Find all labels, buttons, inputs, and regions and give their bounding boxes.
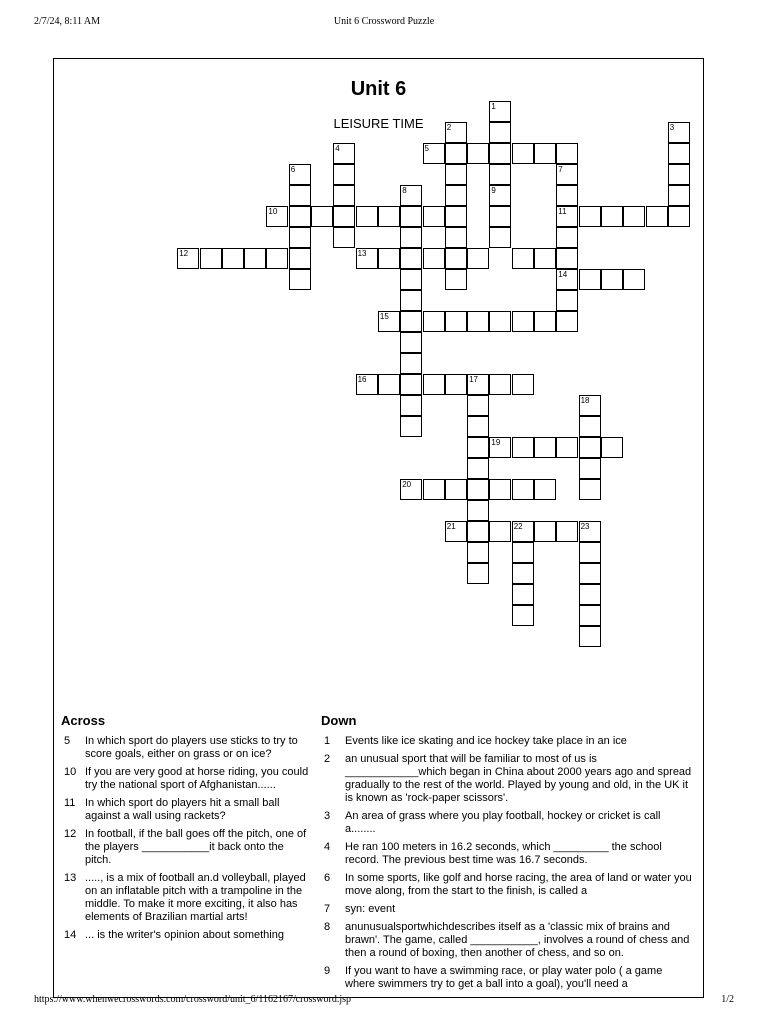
grid-cell[interactable] [400, 374, 422, 395]
grid-cell[interactable] [579, 626, 601, 647]
grid-cell[interactable] [579, 605, 601, 626]
grid-cell[interactable] [668, 206, 690, 227]
grid-cell[interactable] [333, 143, 355, 164]
grid-cell[interactable] [646, 206, 668, 227]
grid-cell[interactable] [467, 374, 489, 395]
across-clue-text: In football, if the ball goes off the pitch, one of the players ___________it back onto the pitch. [85, 828, 307, 866]
grid-cell[interactable] [489, 143, 511, 164]
across-clues [61, 713, 311, 947]
across-clue-text: ....., is a mix of football an.d volleyball, played on an inflatable pitch with a trampoline in the middle. To make it more exciting, it also has elements of Brazilian martial arts! [85, 872, 306, 923]
clue-number: 15 [379, 312, 389, 321]
grid-cell[interactable] [445, 206, 467, 227]
down-clue [321, 735, 693, 748]
clue-number: 12 [179, 249, 189, 258]
clue-number: 21 [446, 522, 456, 531]
grid-cell[interactable] [289, 206, 311, 227]
clue-number: 11 [558, 207, 567, 216]
grid-cell[interactable] [289, 269, 311, 290]
grid-cell[interactable] [445, 311, 467, 332]
grid-cell[interactable] [489, 521, 511, 542]
print-page-number: 1/2 [721, 994, 734, 1005]
grid-cell[interactable] [400, 332, 422, 353]
down-clue-list [321, 735, 693, 991]
grid-cell[interactable] [445, 143, 467, 164]
clue-number: 7 [558, 165, 563, 174]
across-clue-number: 12 [64, 828, 77, 840]
down-clues [321, 713, 693, 996]
grid-cell[interactable] [445, 227, 467, 248]
down-clue-text: syn: event [345, 903, 396, 915]
grid-cell[interactable] [356, 206, 378, 227]
down-clue-number: 3 [324, 810, 331, 822]
grid-cell[interactable] [556, 437, 578, 458]
grid-cell[interactable] [222, 248, 244, 269]
grid-cell[interactable] [333, 206, 355, 227]
grid-cell[interactable] [534, 143, 556, 164]
across-clue-list [61, 735, 311, 942]
grid-cell[interactable] [512, 248, 534, 269]
down-clue [321, 810, 693, 836]
clue-number: 22 [513, 522, 523, 531]
grid-cell[interactable] [668, 122, 690, 143]
grid-cell[interactable] [289, 227, 311, 248]
print-page-title: Unit 6 Crossword Puzzle [333, 16, 435, 27]
down-clue [321, 841, 693, 867]
grid-cell[interactable] [556, 185, 578, 206]
clue-number: 20 [402, 480, 412, 489]
grid-cell[interactable] [289, 185, 311, 206]
across-clue [61, 797, 311, 823]
across-clue-text: ... is the writer's opinion about something [85, 929, 284, 941]
down-clue [321, 965, 693, 991]
grid-cell[interactable] [579, 416, 601, 437]
grid-cell[interactable] [467, 479, 489, 500]
grid-cell[interactable] [489, 479, 511, 500]
grid-cell[interactable] [512, 584, 534, 605]
grid-cell[interactable] [512, 374, 534, 395]
grid-cell[interactable] [512, 605, 534, 626]
across-clue-text: In which sport do players use sticks to try to score goals, either on grass or on ice? [85, 735, 298, 760]
grid-cell[interactable] [467, 416, 489, 437]
grid-cell[interactable] [489, 185, 511, 206]
grid-cell[interactable] [400, 395, 422, 416]
clue-number: 16 [357, 375, 367, 384]
grid-cell[interactable] [489, 164, 511, 185]
across-clue [61, 872, 311, 924]
clue-number: 6 [290, 165, 296, 174]
grid-cell[interactable] [400, 290, 422, 311]
puzzle-subtitle: LEISURE TIME [333, 116, 424, 131]
across-heading: Across [61, 713, 106, 728]
grid-cell[interactable] [556, 521, 578, 542]
grid-cell[interactable] [400, 416, 422, 437]
grid-cell[interactable] [445, 521, 467, 542]
grid-cell[interactable] [556, 248, 578, 269]
grid-cell[interactable] [400, 248, 422, 269]
grid-cell[interactable] [445, 164, 467, 185]
grid-cell[interactable] [356, 374, 378, 395]
grid-cell[interactable] [378, 206, 400, 227]
down-clue-text: He ran 100 meters in 16.2 seconds, which _________ the school record. The previous best time was 16.7 seconds. [345, 841, 662, 866]
grid-cell[interactable] [556, 311, 578, 332]
grid-cell[interactable] [333, 185, 355, 206]
across-clue-number: 10 [64, 766, 77, 778]
across-clue-text: If you are very good at horse riding, you could try the national sport of Afghanistan...... [85, 766, 309, 791]
grid-cell[interactable] [244, 248, 266, 269]
grid-cell[interactable] [445, 479, 467, 500]
down-clue-number: 8 [324, 921, 331, 933]
grid-cell[interactable] [512, 311, 534, 332]
grid-cell[interactable] [333, 164, 355, 185]
clue-number: 19 [491, 438, 501, 447]
grid-cell[interactable] [467, 143, 489, 164]
down-clue [321, 903, 693, 916]
grid-cell[interactable] [445, 374, 467, 395]
grid-cell[interactable] [378, 248, 400, 269]
grid-cell[interactable] [512, 521, 534, 542]
down-clue-text: An area of grass where you play football, hockey or cricket is call a........ [345, 810, 661, 835]
grid-cell[interactable] [266, 206, 288, 227]
grid-cell[interactable] [467, 542, 489, 563]
grid-cell[interactable] [423, 479, 445, 500]
down-clue-text: an unusual sport that will be familiar to most of us is ____________which began in China about 2000 years ago and spread gradually to the rest of the world. Played by young and old, in the UK it is known as 'rock-paper scissors'. [345, 753, 692, 804]
grid-cell[interactable] [400, 206, 422, 227]
grid-cell[interactable] [534, 437, 556, 458]
clue-number: 3 [669, 123, 675, 132]
across-clue-text: In which sport do players hit a small ball against a wall using rackets? [85, 797, 280, 822]
puzzle-sheet [53, 58, 704, 998]
grid-cell[interactable] [467, 563, 489, 584]
print-header [34, 16, 734, 30]
grid-cell[interactable] [623, 206, 645, 227]
across-clue-number: 11 [64, 797, 76, 809]
grid-cell[interactable] [534, 479, 556, 500]
clue-number: 10 [268, 207, 278, 216]
across-clue [61, 735, 311, 761]
grid-cell[interactable] [623, 269, 645, 290]
grid-cell[interactable] [489, 101, 511, 122]
grid-cell[interactable] [333, 227, 355, 248]
grid-cell[interactable] [423, 143, 445, 164]
down-heading: Down [321, 713, 357, 728]
grid-cell[interactable] [579, 521, 601, 542]
puzzle-title: Unit 6 [350, 78, 407, 100]
grid-cell[interactable] [579, 395, 601, 416]
down-clue-text: Events like ice skating and ice hockey take place in an ice [345, 735, 627, 747]
across-clue-number: 14 [64, 929, 77, 941]
clue-number: 8 [402, 186, 407, 195]
grid-cell[interactable] [489, 206, 511, 227]
grid-cell[interactable] [400, 479, 422, 500]
grid-cell[interactable] [601, 269, 623, 290]
grid-cell[interactable] [556, 206, 578, 227]
grid-cell[interactable] [512, 542, 534, 563]
grid-cell[interactable] [467, 458, 489, 479]
down-clue-number: 9 [324, 965, 331, 977]
grid-cell[interactable] [200, 248, 222, 269]
grid-cell[interactable] [579, 584, 601, 605]
crossword-grid [54, 59, 704, 779]
clue-number: 4 [335, 144, 340, 153]
grid-cell[interactable] [579, 542, 601, 563]
grid-cell[interactable] [489, 437, 511, 458]
grid-cell[interactable] [579, 458, 601, 479]
across-clue-number: 5 [64, 735, 71, 747]
print-url: https://www.whenwecrosswords.com/crossword/unit_6/1162167/crossword.jsp [34, 994, 352, 1005]
grid-cell[interactable] [489, 311, 511, 332]
clue-number: 18 [580, 396, 590, 405]
grid-cell[interactable] [400, 185, 422, 206]
clue-number: 13 [357, 249, 367, 258]
grid-cell[interactable] [489, 122, 511, 143]
grid-cell[interactable] [489, 374, 511, 395]
clue-number: 23 [580, 522, 590, 531]
grid-cell[interactable] [579, 437, 601, 458]
grid-cell[interactable] [445, 185, 467, 206]
grid-cell[interactable] [423, 311, 445, 332]
grid-cell[interactable] [467, 248, 489, 269]
print-footer [34, 994, 734, 1008]
clue-number: 9 [491, 186, 496, 195]
grid-cell[interactable] [467, 395, 489, 416]
down-clue-number: 6 [324, 872, 331, 884]
down-clue-number: 2 [324, 753, 331, 765]
grid-cell[interactable] [668, 143, 690, 164]
grid-cell[interactable] [534, 311, 556, 332]
grid-cell[interactable] [534, 521, 556, 542]
grid-cell[interactable] [579, 563, 601, 584]
grid-cell[interactable] [467, 521, 489, 542]
down-clue [321, 921, 693, 960]
clue-number: 5 [424, 144, 429, 153]
grid-cell[interactable] [311, 206, 333, 227]
down-clue-number: 1 [324, 735, 331, 747]
down-clue-number: 4 [324, 841, 331, 853]
grid-cell[interactable] [556, 227, 578, 248]
grid-cell[interactable] [177, 248, 199, 269]
grid-cell[interactable] [400, 353, 422, 374]
across-clue [61, 766, 311, 792]
grid-cell[interactable] [423, 206, 445, 227]
grid-cell[interactable] [512, 437, 534, 458]
grid-cell[interactable] [467, 311, 489, 332]
grid-cell[interactable] [445, 248, 467, 269]
grid-cell[interactable] [378, 311, 400, 332]
grid-cell[interactable] [601, 437, 623, 458]
grid-cell[interactable] [400, 269, 422, 290]
grid-cell[interactable] [579, 269, 601, 290]
grid-cell[interactable] [668, 185, 690, 206]
grid-cell[interactable] [289, 164, 311, 185]
down-clue-text: anunusualsportwhichdescribes itself as a 'classic mix of brains and brawn'. The game, called ___________, involves a round of chess and then a round of boxing, then another of chess, and so on. [345, 921, 690, 959]
grid-cell[interactable] [512, 479, 534, 500]
grid-cell[interactable] [423, 374, 445, 395]
grid-cell[interactable] [579, 479, 601, 500]
print-datetime: 2/7/24, 8:11 AM [34, 16, 101, 27]
grid-cell[interactable] [556, 269, 578, 290]
grid-cell[interactable] [556, 164, 578, 185]
clue-number: 14 [558, 270, 568, 279]
grid-cell[interactable] [289, 248, 311, 269]
across-clue [61, 929, 311, 942]
grid-cell[interactable] [512, 563, 534, 584]
down-clue-number: 7 [324, 903, 331, 915]
grid-cell[interactable] [400, 311, 422, 332]
grid-cell[interactable] [445, 122, 467, 143]
grid-cell[interactable] [445, 269, 467, 290]
grid-cell[interactable] [601, 206, 623, 227]
grid-cell[interactable] [266, 248, 288, 269]
clue-number: 1 [491, 102, 496, 111]
clue-number: 17 [469, 375, 478, 384]
grid-cell[interactable] [356, 248, 378, 269]
grid-cell[interactable] [378, 374, 400, 395]
across-clue [61, 828, 311, 867]
down-clue-text: If you want to have a swimming race, or play water polo ( a game where swimmers try to get a ball into a goal), you'll need a [345, 965, 663, 990]
grid-cell[interactable] [467, 500, 489, 521]
grid-cell[interactable] [556, 290, 578, 311]
grid-cell[interactable] [556, 143, 578, 164]
down-clue [321, 753, 693, 805]
grid-cell[interactable] [489, 227, 511, 248]
grid-cell[interactable] [400, 227, 422, 248]
grid-cell[interactable] [423, 248, 445, 269]
grid-cell[interactable] [668, 164, 690, 185]
down-clue [321, 872, 693, 898]
grid-cell[interactable] [579, 206, 601, 227]
grid-cell[interactable] [512, 143, 534, 164]
clue-number: 2 [446, 123, 452, 132]
across-clue-number: 13 [64, 872, 77, 884]
grid-cell[interactable] [467, 437, 489, 458]
down-clue-text: In some sports, like golf and horse racing, the area of land or water you move along, from the start to the finish, is called a [345, 872, 692, 897]
grid-cell[interactable] [534, 248, 556, 269]
